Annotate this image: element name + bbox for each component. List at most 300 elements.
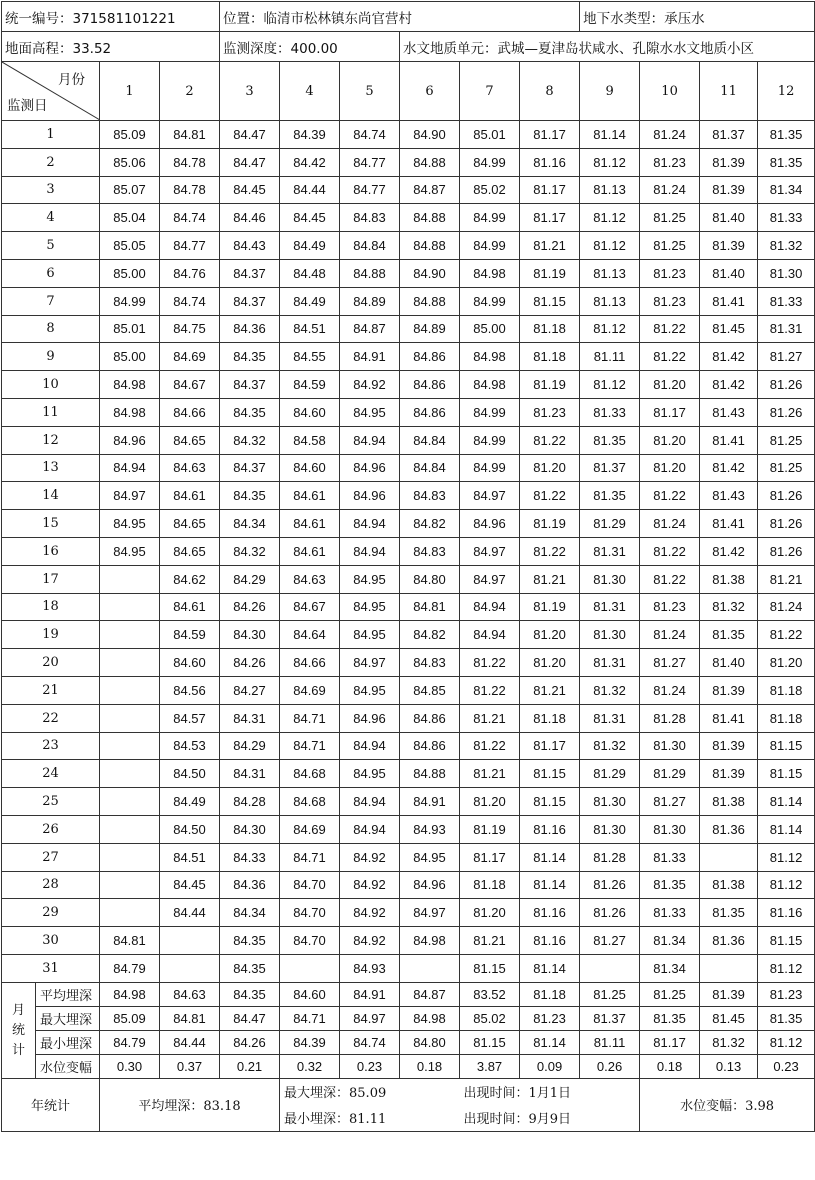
depth-cell: 81.12 (580, 204, 640, 232)
depth-cell: 81.19 (520, 510, 580, 538)
depth-cell: 81.19 (520, 593, 580, 621)
depth-cell: 81.20 (640, 454, 700, 482)
ground-elevation: 地面高程：33.52 (2, 32, 220, 62)
depth-cell: 81.24 (758, 593, 815, 621)
depth-cell: 84.76 (160, 259, 220, 287)
depth-cell: 84.95 (340, 593, 400, 621)
stat-cell: 81.45 (700, 1006, 758, 1030)
depth-cell: 81.42 (700, 454, 758, 482)
day-label: 26 (2, 815, 100, 843)
depth-cell: 84.26 (220, 649, 280, 677)
depth-cell: 84.65 (160, 426, 220, 454)
depth-cell: 81.20 (758, 649, 815, 677)
depth-cell: 81.15 (460, 954, 520, 982)
depth-cell: 81.27 (640, 788, 700, 816)
depth-cell: 84.60 (280, 398, 340, 426)
depth-cell: 84.99 (460, 148, 520, 176)
day-label: 16 (2, 537, 100, 565)
depth-cell: 81.30 (580, 621, 640, 649)
depth-cell: 81.26 (758, 482, 815, 510)
stat-cell: 81.35 (640, 1006, 700, 1030)
depth-cell: 81.14 (758, 815, 815, 843)
depth-cell: 84.99 (460, 426, 520, 454)
hydro-unit: 水文地质单元：武城—夏津岛状咸水、孔隙水水文地质小区 (400, 32, 815, 62)
stat-cell: 84.35 (220, 982, 280, 1006)
depth-cell: 84.88 (400, 204, 460, 232)
depth-cell (400, 954, 460, 982)
table-row (2, 287, 815, 315)
depth-cell: 81.21 (520, 676, 580, 704)
annual-range: 水位变幅：3.98 (640, 1078, 815, 1131)
stat-cell: 0.26 (580, 1054, 640, 1078)
depth-cell: 84.63 (280, 565, 340, 593)
depth-cell: 84.94 (340, 537, 400, 565)
depth-cell: 84.39 (280, 121, 340, 149)
day-label: 27 (2, 843, 100, 871)
depth-cell: 84.37 (220, 287, 280, 315)
depth-cell: 81.20 (520, 454, 580, 482)
day-label: 15 (2, 510, 100, 538)
depth-cell: 81.45 (700, 315, 758, 343)
depth-cell: 84.32 (220, 426, 280, 454)
depth-cell: 84.34 (220, 510, 280, 538)
table-row (2, 565, 815, 593)
depth-cell: 84.86 (400, 732, 460, 760)
depth-cell: 81.18 (520, 704, 580, 732)
depth-cell: 84.97 (340, 649, 400, 677)
depth-cell: 81.29 (580, 760, 640, 788)
depth-cell: 81.20 (460, 788, 520, 816)
depth-cell: 84.98 (400, 927, 460, 955)
depth-cell: 81.18 (758, 704, 815, 732)
depth-cell: 81.33 (640, 843, 700, 871)
depth-cell: 84.47 (220, 148, 280, 176)
depth-cell: 81.20 (640, 371, 700, 399)
depth-cell: 81.26 (758, 371, 815, 399)
depth-cell: 84.49 (280, 232, 340, 260)
depth-cell: 81.16 (758, 899, 815, 927)
month-axis-label: 月份 (58, 72, 85, 88)
depth-cell (100, 760, 160, 788)
stat-cell: 0.09 (520, 1054, 580, 1078)
table-row (2, 454, 815, 482)
depth-cell: 81.22 (640, 343, 700, 371)
depth-cell: 84.83 (400, 482, 460, 510)
depth-cell: 81.39 (700, 148, 758, 176)
depth-cell: 81.15 (758, 732, 815, 760)
day-label: 10 (2, 371, 100, 399)
table-row (2, 732, 815, 760)
depth-cell: 85.00 (460, 315, 520, 343)
depth-cell: 81.23 (520, 398, 580, 426)
day-axis-label: 监测日 (7, 98, 48, 114)
stat-cell: 84.63 (160, 982, 220, 1006)
depth-cell: 84.82 (400, 621, 460, 649)
depth-cell: 84.90 (400, 121, 460, 149)
depth-cell: 81.11 (580, 343, 640, 371)
day-label: 2 (2, 148, 100, 176)
depth-cell: 84.96 (340, 454, 400, 482)
depth-cell: 81.21 (460, 704, 520, 732)
depth-cell (280, 954, 340, 982)
table-row (2, 676, 815, 704)
depth-cell: 84.45 (280, 204, 340, 232)
station-location: 位置：临清市松林镇东尚官营村 (220, 2, 580, 32)
month-header-7: 7 (460, 62, 520, 121)
depth-cell: 81.22 (520, 482, 580, 510)
depth-cell (100, 899, 160, 927)
depth-cell: 84.65 (160, 537, 220, 565)
depth-cell (100, 732, 160, 760)
depth-cell: 84.61 (160, 593, 220, 621)
stat-cell: 84.26 (220, 1030, 280, 1054)
day-label: 19 (2, 621, 100, 649)
depth-cell: 81.22 (640, 565, 700, 593)
depth-cell: 81.33 (758, 287, 815, 315)
depth-cell: 84.92 (340, 899, 400, 927)
depth-cell: 84.34 (220, 899, 280, 927)
table-row (2, 343, 815, 371)
depth-cell: 81.29 (640, 760, 700, 788)
depth-cell: 84.98 (460, 343, 520, 371)
depth-cell: 84.59 (160, 621, 220, 649)
stat-cell: 84.91 (340, 982, 400, 1006)
depth-cell: 85.06 (100, 148, 160, 176)
depth-cell: 84.97 (400, 899, 460, 927)
depth-cell: 81.15 (520, 287, 580, 315)
depth-cell: 84.82 (400, 510, 460, 538)
depth-cell (100, 621, 160, 649)
depth-cell: 81.12 (580, 315, 640, 343)
day-label: 30 (2, 927, 100, 955)
stat-cell: 85.09 (100, 1006, 160, 1030)
depth-cell: 81.29 (580, 510, 640, 538)
depth-cell: 81.14 (580, 121, 640, 149)
depth-cell: 81.39 (700, 232, 758, 260)
depth-cell: 81.35 (580, 426, 640, 454)
day-label: 21 (2, 676, 100, 704)
stat-cell: 0.18 (400, 1054, 460, 1078)
depth-cell: 81.39 (700, 176, 758, 204)
depth-cell: 84.71 (280, 732, 340, 760)
table-row (2, 843, 815, 871)
depth-cell: 81.38 (700, 788, 758, 816)
depth-cell: 81.40 (700, 259, 758, 287)
depth-cell: 84.66 (160, 398, 220, 426)
depth-cell: 81.23 (640, 259, 700, 287)
table-row (2, 815, 815, 843)
annual-max-depth: 最大埋深：85.09 (280, 1078, 460, 1105)
day-label: 9 (2, 343, 100, 371)
depth-cell: 81.22 (640, 315, 700, 343)
depth-cell: 81.39 (700, 760, 758, 788)
depth-cell: 81.30 (580, 788, 640, 816)
day-label: 14 (2, 482, 100, 510)
stat-cell: 0.32 (280, 1054, 340, 1078)
stat-cell: 84.98 (400, 1006, 460, 1030)
depth-cell: 81.17 (640, 398, 700, 426)
depth-cell: 84.37 (220, 259, 280, 287)
depth-cell: 81.13 (580, 176, 640, 204)
depth-cell: 84.81 (160, 121, 220, 149)
stat-cell: 0.30 (100, 1054, 160, 1078)
depth-cell: 81.20 (460, 899, 520, 927)
depth-cell: 84.32 (220, 537, 280, 565)
depth-cell: 81.35 (758, 121, 815, 149)
annual-row (2, 1078, 815, 1105)
depth-cell: 84.99 (460, 232, 520, 260)
depth-cell: 81.16 (520, 815, 580, 843)
stat-cell: 0.23 (340, 1054, 400, 1078)
depth-cell: 84.96 (460, 510, 520, 538)
depth-cell: 81.12 (580, 232, 640, 260)
depth-cell (580, 954, 640, 982)
depth-cell: 84.83 (400, 649, 460, 677)
depth-cell: 81.19 (460, 815, 520, 843)
depth-cell: 84.91 (400, 788, 460, 816)
depth-cell: 81.22 (460, 649, 520, 677)
depth-cell: 81.20 (520, 649, 580, 677)
stat-cell: 84.79 (100, 1030, 160, 1054)
depth-cell (100, 815, 160, 843)
depth-cell: 84.61 (160, 482, 220, 510)
depth-cell: 84.36 (220, 315, 280, 343)
depth-cell: 84.67 (160, 371, 220, 399)
depth-cell: 84.83 (400, 537, 460, 565)
day-label: 11 (2, 398, 100, 426)
depth-cell: 84.70 (280, 871, 340, 899)
table-row (2, 315, 815, 343)
depth-cell (100, 871, 160, 899)
depth-cell: 84.35 (220, 927, 280, 955)
day-label: 4 (2, 204, 100, 232)
depth-cell: 84.31 (220, 704, 280, 732)
day-label: 20 (2, 649, 100, 677)
depth-cell: 84.28 (220, 788, 280, 816)
station-id: 统一编号：371581101221 (2, 2, 220, 32)
depth-cell (100, 649, 160, 677)
depth-cell: 81.32 (700, 593, 758, 621)
depth-cell: 84.97 (460, 537, 520, 565)
depth-cell: 84.58 (280, 426, 340, 454)
depth-cell: 84.51 (160, 843, 220, 871)
depth-cell: 84.99 (460, 454, 520, 482)
depth-cell: 81.37 (580, 454, 640, 482)
stats-row (2, 1054, 815, 1078)
day-label: 13 (2, 454, 100, 482)
depth-cell: 84.84 (400, 426, 460, 454)
month-header-1: 1 (100, 62, 160, 121)
depth-cell: 81.25 (640, 204, 700, 232)
annual-min-time: 出现时间：9月9日 (460, 1105, 640, 1132)
depth-cell: 84.94 (340, 732, 400, 760)
depth-cell: 84.94 (340, 815, 400, 843)
depth-cell: 84.95 (340, 760, 400, 788)
stat-label: 水位变幅 (36, 1054, 100, 1078)
day-label: 8 (2, 315, 100, 343)
depth-cell: 81.23 (640, 287, 700, 315)
day-label: 5 (2, 232, 100, 260)
depth-cell: 84.61 (280, 537, 340, 565)
depth-cell: 84.96 (340, 704, 400, 732)
depth-cell: 84.95 (400, 843, 460, 871)
depth-cell: 81.18 (758, 676, 815, 704)
depth-cell: 81.16 (520, 899, 580, 927)
depth-cell: 84.46 (220, 204, 280, 232)
depth-cell: 81.34 (640, 927, 700, 955)
depth-cell: 84.87 (400, 176, 460, 204)
groundwater-table (1, 1, 815, 1132)
stat-cell: 84.39 (280, 1030, 340, 1054)
depth-cell: 81.16 (520, 927, 580, 955)
depth-cell: 84.79 (100, 954, 160, 982)
depth-cell (700, 954, 758, 982)
stats-row (2, 1006, 815, 1030)
depth-cell: 84.44 (160, 899, 220, 927)
depth-cell: 81.30 (580, 815, 640, 843)
depth-cell: 81.14 (520, 954, 580, 982)
depth-cell: 84.99 (460, 287, 520, 315)
depth-cell: 81.12 (580, 148, 640, 176)
stat-cell: 84.81 (160, 1006, 220, 1030)
depth-cell (100, 843, 160, 871)
depth-cell: 85.07 (100, 176, 160, 204)
depth-cell: 84.92 (340, 927, 400, 955)
depth-cell: 85.04 (100, 204, 160, 232)
depth-cell: 84.27 (220, 676, 280, 704)
table-row (2, 176, 815, 204)
depth-cell: 81.41 (700, 510, 758, 538)
stat-cell: 81.39 (700, 982, 758, 1006)
stat-cell: 84.71 (280, 1006, 340, 1030)
depth-cell: 84.70 (280, 927, 340, 955)
day-label: 6 (2, 259, 100, 287)
depth-cell: 81.40 (700, 204, 758, 232)
depth-cell: 81.42 (700, 537, 758, 565)
depth-cell: 84.67 (280, 593, 340, 621)
depth-cell: 84.92 (340, 871, 400, 899)
depth-cell: 84.56 (160, 676, 220, 704)
table-row (2, 371, 815, 399)
stat-cell: 84.80 (400, 1030, 460, 1054)
depth-cell: 84.94 (100, 454, 160, 482)
depth-cell: 81.24 (640, 176, 700, 204)
stat-cell: 83.52 (460, 982, 520, 1006)
depth-cell: 81.15 (758, 927, 815, 955)
month-header-11: 11 (700, 62, 758, 121)
depth-cell: 84.93 (400, 815, 460, 843)
stat-cell: 81.12 (758, 1030, 815, 1054)
depth-cell: 84.69 (280, 815, 340, 843)
depth-cell: 81.12 (758, 954, 815, 982)
depth-cell: 81.31 (580, 704, 640, 732)
monthly-stats-char: 月 (11, 1002, 25, 1018)
depth-cell: 81.13 (580, 287, 640, 315)
depth-cell: 84.94 (460, 621, 520, 649)
depth-cell: 81.15 (520, 760, 580, 788)
depth-cell: 81.41 (700, 287, 758, 315)
depth-cell: 81.22 (640, 537, 700, 565)
depth-cell: 81.27 (758, 343, 815, 371)
depth-cell: 84.83 (340, 204, 400, 232)
depth-cell: 84.88 (400, 148, 460, 176)
stats-row (2, 1030, 815, 1054)
stat-label: 最大埋深 (36, 1006, 100, 1030)
depth-cell: 81.32 (580, 732, 640, 760)
depth-cell: 84.35 (220, 343, 280, 371)
table-row (2, 510, 815, 538)
depth-cell: 81.21 (520, 232, 580, 260)
table-row (2, 232, 815, 260)
depth-cell: 81.24 (640, 621, 700, 649)
day-label: 17 (2, 565, 100, 593)
depth-cell: 84.95 (340, 621, 400, 649)
day-label: 18 (2, 593, 100, 621)
depth-cell: 84.97 (460, 482, 520, 510)
table-row (2, 398, 815, 426)
depth-cell: 84.71 (280, 704, 340, 732)
depth-cell: 85.01 (100, 315, 160, 343)
month-header-6: 6 (400, 62, 460, 121)
depth-cell: 84.92 (340, 843, 400, 871)
depth-cell: 84.68 (280, 788, 340, 816)
depth-cell: 81.19 (520, 371, 580, 399)
depth-cell: 81.27 (640, 649, 700, 677)
depth-cell: 81.19 (520, 259, 580, 287)
depth-cell: 84.29 (220, 732, 280, 760)
depth-cell: 84.88 (400, 287, 460, 315)
depth-cell: 84.30 (220, 621, 280, 649)
depth-cell: 81.33 (580, 398, 640, 426)
depth-cell: 81.22 (520, 537, 580, 565)
depth-cell: 84.35 (220, 954, 280, 982)
stat-cell: 84.60 (280, 982, 340, 1006)
depth-cell: 84.96 (100, 426, 160, 454)
depth-cell: 84.47 (220, 121, 280, 149)
depth-cell: 84.57 (160, 704, 220, 732)
depth-cell: 84.84 (400, 454, 460, 482)
depth-cell: 84.89 (340, 287, 400, 315)
depth-cell: 81.36 (700, 927, 758, 955)
depth-cell: 84.91 (340, 343, 400, 371)
depth-cell: 81.22 (520, 426, 580, 454)
stat-cell: 84.74 (340, 1030, 400, 1054)
stat-cell: 81.17 (640, 1030, 700, 1054)
depth-cell: 85.00 (100, 343, 160, 371)
stat-cell: 84.98 (100, 982, 160, 1006)
depth-cell: 81.35 (640, 871, 700, 899)
depth-cell: 84.75 (160, 315, 220, 343)
depth-cell: 81.26 (580, 871, 640, 899)
depth-cell: 84.96 (400, 871, 460, 899)
depth-cell: 81.30 (580, 565, 640, 593)
day-label: 28 (2, 871, 100, 899)
depth-cell: 81.42 (700, 371, 758, 399)
annual-max-time: 出现时间：1月1日 (460, 1078, 640, 1105)
depth-cell: 81.26 (580, 899, 640, 927)
depth-cell: 81.24 (640, 676, 700, 704)
depth-cell: 81.24 (640, 121, 700, 149)
depth-cell: 84.88 (400, 760, 460, 788)
stat-cell: 81.14 (520, 1030, 580, 1054)
depth-cell (700, 843, 758, 871)
depth-cell: 84.78 (160, 148, 220, 176)
depth-cell: 81.25 (758, 426, 815, 454)
depth-cell (160, 927, 220, 955)
depth-cell: 84.68 (280, 760, 340, 788)
depth-cell: 81.41 (700, 426, 758, 454)
table-row (2, 148, 815, 176)
